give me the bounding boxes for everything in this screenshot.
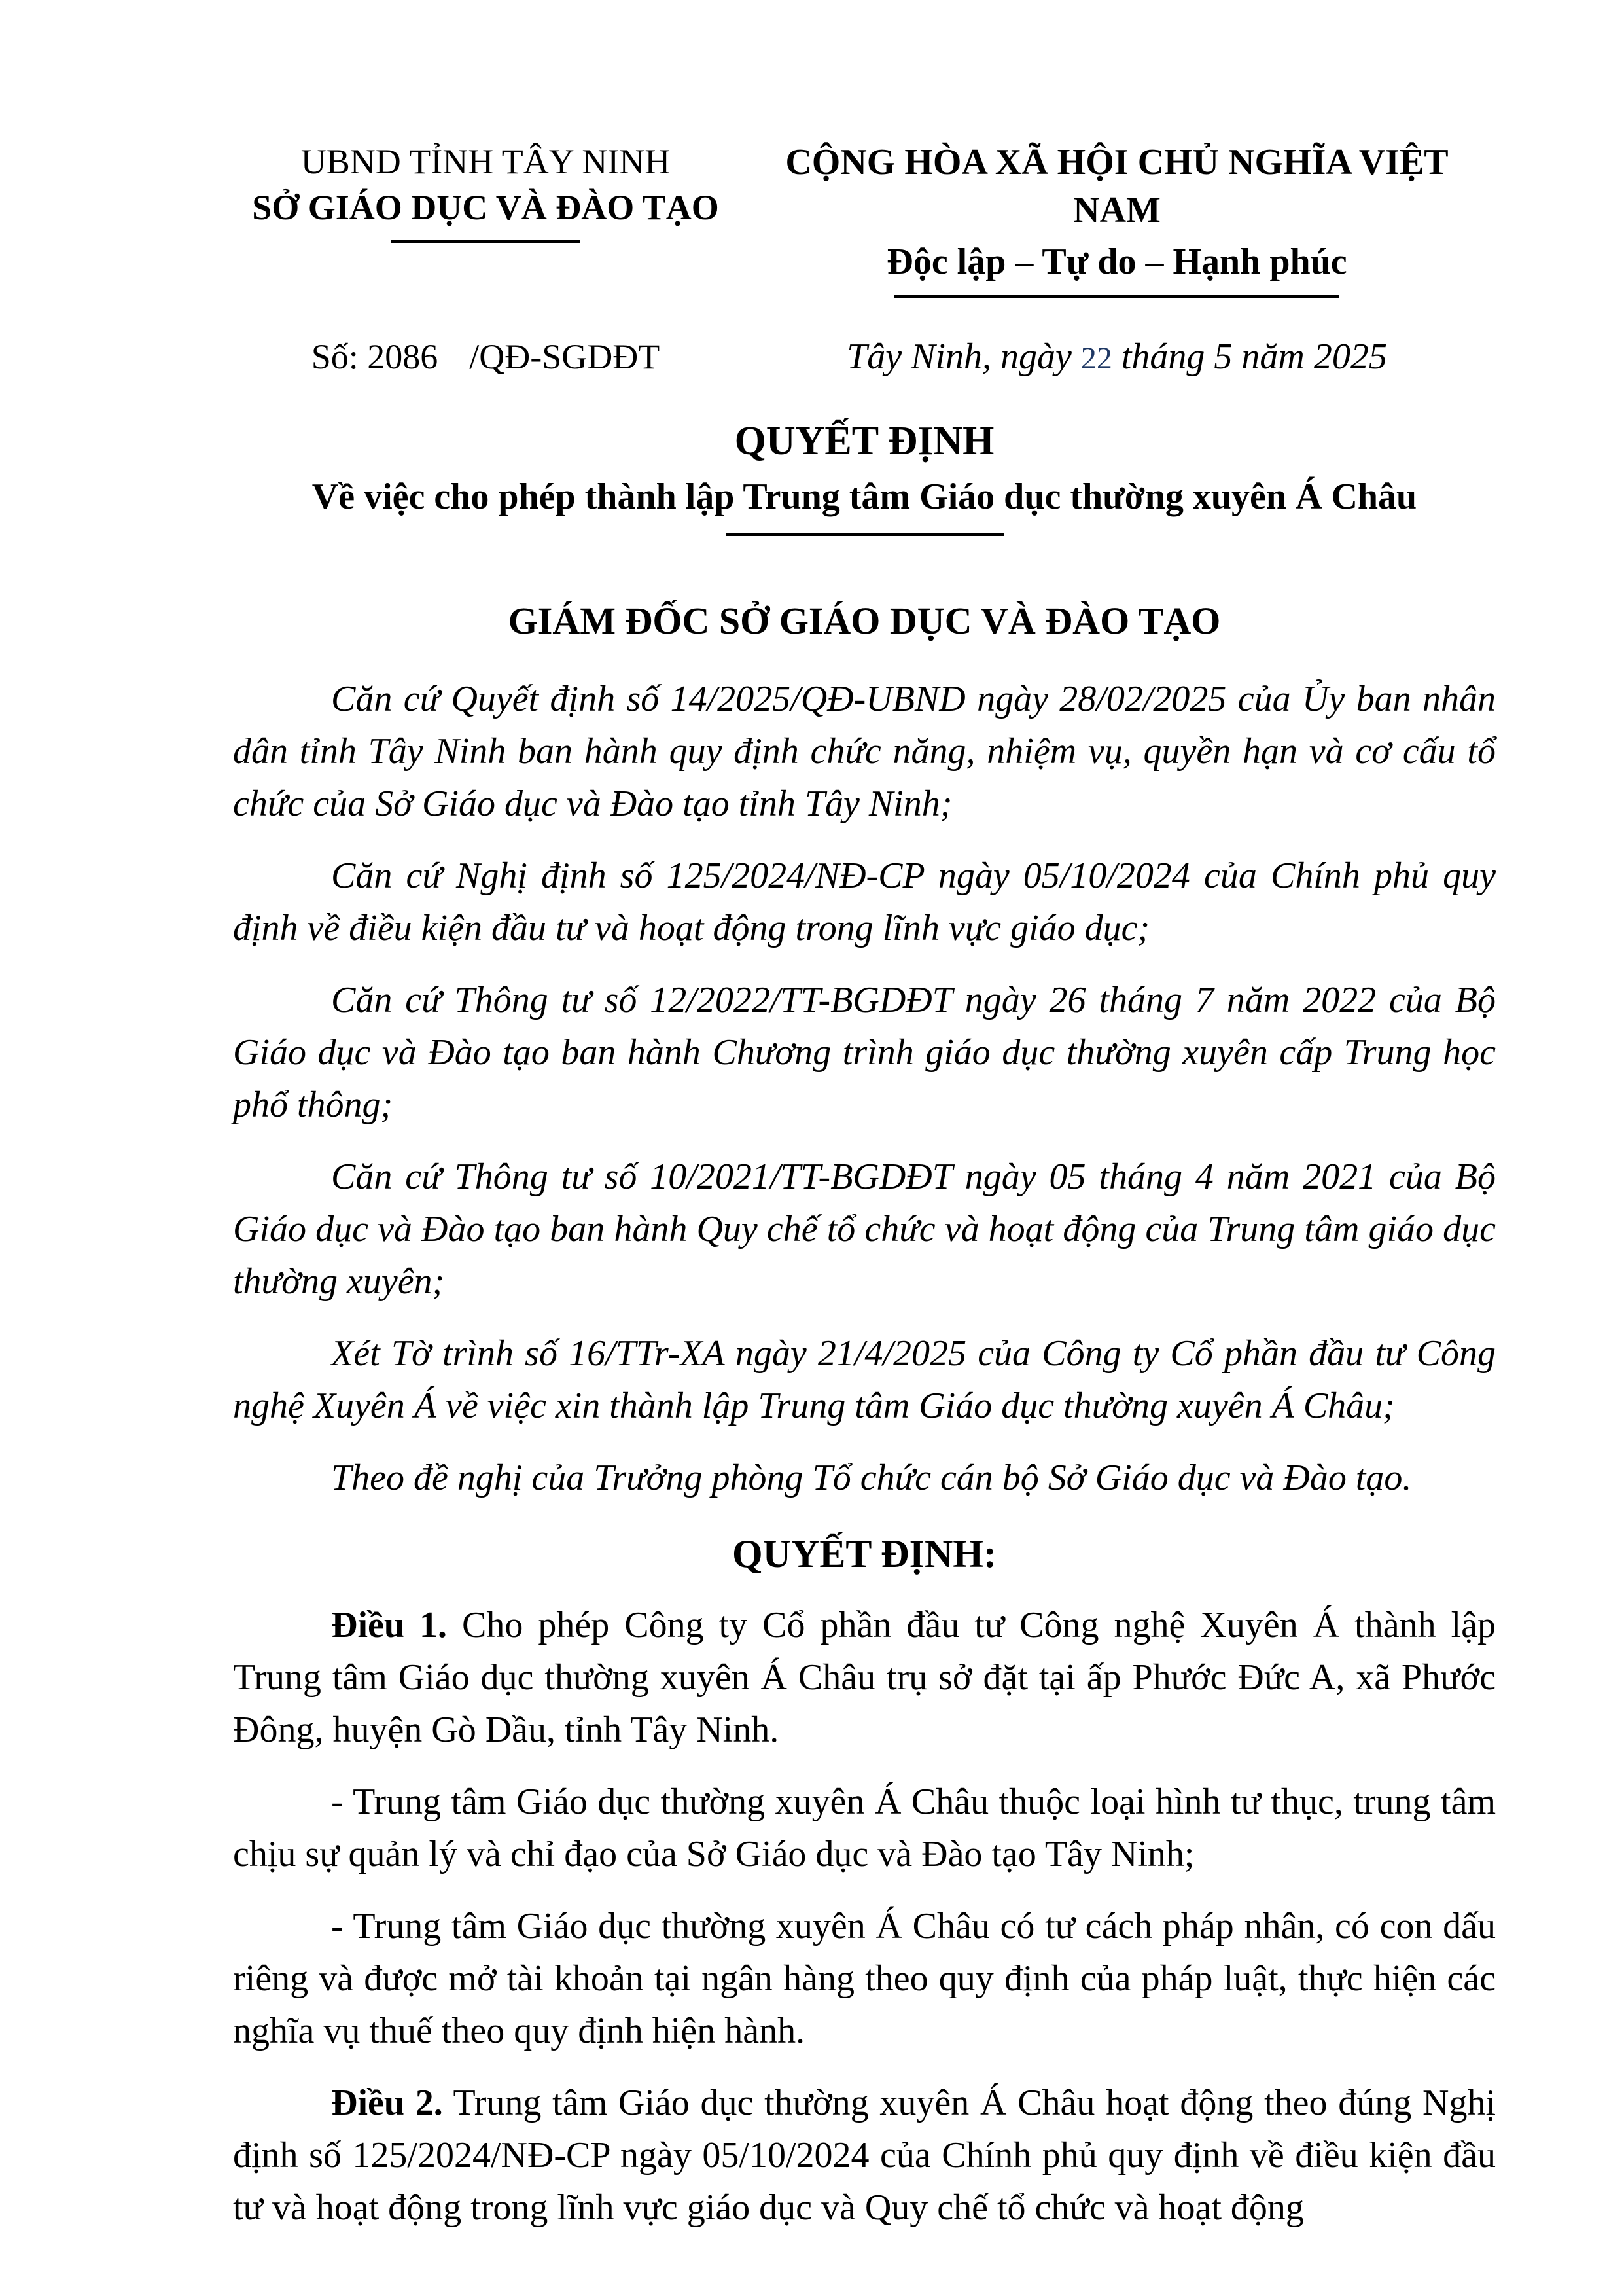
preamble-paragraph: Căn cứ Thông tư số 12/2022/TT-BGDĐT ngày 26 tháng 7 năm 2022 của Bộ Giáo dục và Đào tạo ban hành Chương trình giáo dục thường xuyên cấp Trung học phổ thông; bbox=[233, 979, 1496, 1125]
subject-underline bbox=[726, 533, 1004, 536]
preamble-paragraph: Căn cứ Thông tư số 10/2021/TT-BGDĐT ngày 05 tháng 4 năm 2021 của Bộ Giáo dục và Đào tạo ban hành Quy chế tổ chức và hoạt động của Trung tâm giáo dục thường xuyên; bbox=[233, 1156, 1496, 1302]
national-title: CỘNG HÒA XÃ HỘI CHỦ NGHĨA VIỆT NAM bbox=[785, 142, 1449, 230]
issuing-agency-name: SỞ GIÁO DỤC VÀ ĐÀO TẠO bbox=[252, 188, 719, 228]
articles-section bbox=[233, 1599, 1496, 2234]
preamble-paragraph: Căn cứ Quyết định số 14/2025/QĐ-UBND ngày 28/02/2025 của Ủy ban nhân dân tỉnh Tây Ninh ban hành quy định chức năng, nhiệm vụ, quyền hạn và cơ cấu tổ chức của Sở Giáo dục và Đào tạo tỉnh Tây Ninh; bbox=[233, 678, 1496, 824]
national-motto: Độc lập – Tự do – Hạnh phúc bbox=[887, 241, 1347, 282]
motto-underline bbox=[894, 295, 1339, 298]
place-date-suffix: tháng 5 năm 2025 bbox=[1121, 336, 1387, 378]
document-number bbox=[233, 336, 738, 377]
national-motto-block bbox=[738, 139, 1496, 298]
parent-agency-name: UBND TỈNH TÂY NINH bbox=[300, 142, 671, 181]
article-paragraph bbox=[233, 2077, 1496, 2234]
issuing-authority-title: GIÁM ĐỐC SỞ GIÁO DỤC VÀ ĐÀO TẠO bbox=[508, 599, 1221, 642]
article-label: Điều 1. bbox=[331, 1604, 448, 1645]
article-text: - Trung tâm Giáo dục thường xuyên Á Châu thuộc loại hình tư thục, trung tâm chịu sự quản lý và chỉ đạo của Sở Giáo dục và Đào tạo Tây Ninh; bbox=[233, 1781, 1496, 1874]
place-date-prefix: Tây Ninh, ngày bbox=[847, 336, 1072, 378]
number-date-row bbox=[233, 336, 1496, 378]
preamble-paragraph: Theo đề nghị của Trưởng phòng Tổ chức cán bộ Sở Giáo dục và Đào tạo. bbox=[331, 1457, 1412, 1498]
preamble-paragraph: Xét Tờ trình số 16/TTr-XA ngày 21/4/2025 của Công ty Cổ phần đầu tư Công nghệ Xuyên Á về việc xin thành lập Trung tâm Giáo dục thường xuyên Á Châu; bbox=[233, 1333, 1496, 1426]
article-paragraph bbox=[233, 1900, 1496, 2057]
document-number-label: Số: 2086 bbox=[311, 337, 438, 377]
decision-heading: QUYẾT ĐỊNH: bbox=[732, 1532, 997, 1575]
issuing-agency-block bbox=[233, 139, 738, 243]
article-paragraph bbox=[233, 1776, 1496, 1880]
preamble-section bbox=[233, 673, 1496, 1504]
date-day: 22 bbox=[1080, 341, 1112, 376]
agency-underline bbox=[391, 240, 580, 243]
document-title: QUYẾT ĐỊNH bbox=[734, 419, 995, 464]
article-label: Điều 2. bbox=[331, 2082, 443, 2123]
document-number-suffix: /QĐ-SGDĐT bbox=[469, 337, 660, 377]
article-text: Trung tâm Giáo dục thường xuyên Á Châu hoạt động theo đúng Nghị định số 125/2024/NĐ-CP ngày 05/10/2024 của Chính phủ quy định về điều kiện đầu tư và hoạt động trong lĩnh vực giáo dục và Quy chế tổ chức và hoạt động bbox=[233, 2082, 1496, 2228]
article-paragraph bbox=[233, 1599, 1496, 1756]
document-subject: Về việc cho phép thành lập Trung tâm Giáo dục thường xuyên Á Châu bbox=[311, 476, 1417, 518]
article-text: - Trung tâm Giáo dục thường xuyên Á Châu có tư cách pháp nhân, có con dấu riêng và được mở tài khoản tại ngân hàng theo quy định của pháp luật, thực hiện các nghĩa vụ thuế theo quy định hiện hành. bbox=[233, 1905, 1496, 2051]
document-header bbox=[233, 139, 1496, 298]
article-text: Cho phép Công ty Cổ phần đầu tư Công nghệ Xuyên Á thành lập Trung tâm Giáo dục thường xuyên Á Châu trụ sở đặt tại ấp Phước Đức A, xã Phước Đông, huyện Gò Dầu, tỉnh Tây Ninh. bbox=[233, 1604, 1496, 1750]
preamble-paragraph: Căn cứ Nghị định số 125/2024/NĐ-CP ngày 05/10/2024 của Chính phủ quy định về điều kiện đầu tư và hoạt động trong lĩnh vực giáo dục; bbox=[233, 855, 1496, 948]
place-date-line bbox=[738, 336, 1496, 378]
